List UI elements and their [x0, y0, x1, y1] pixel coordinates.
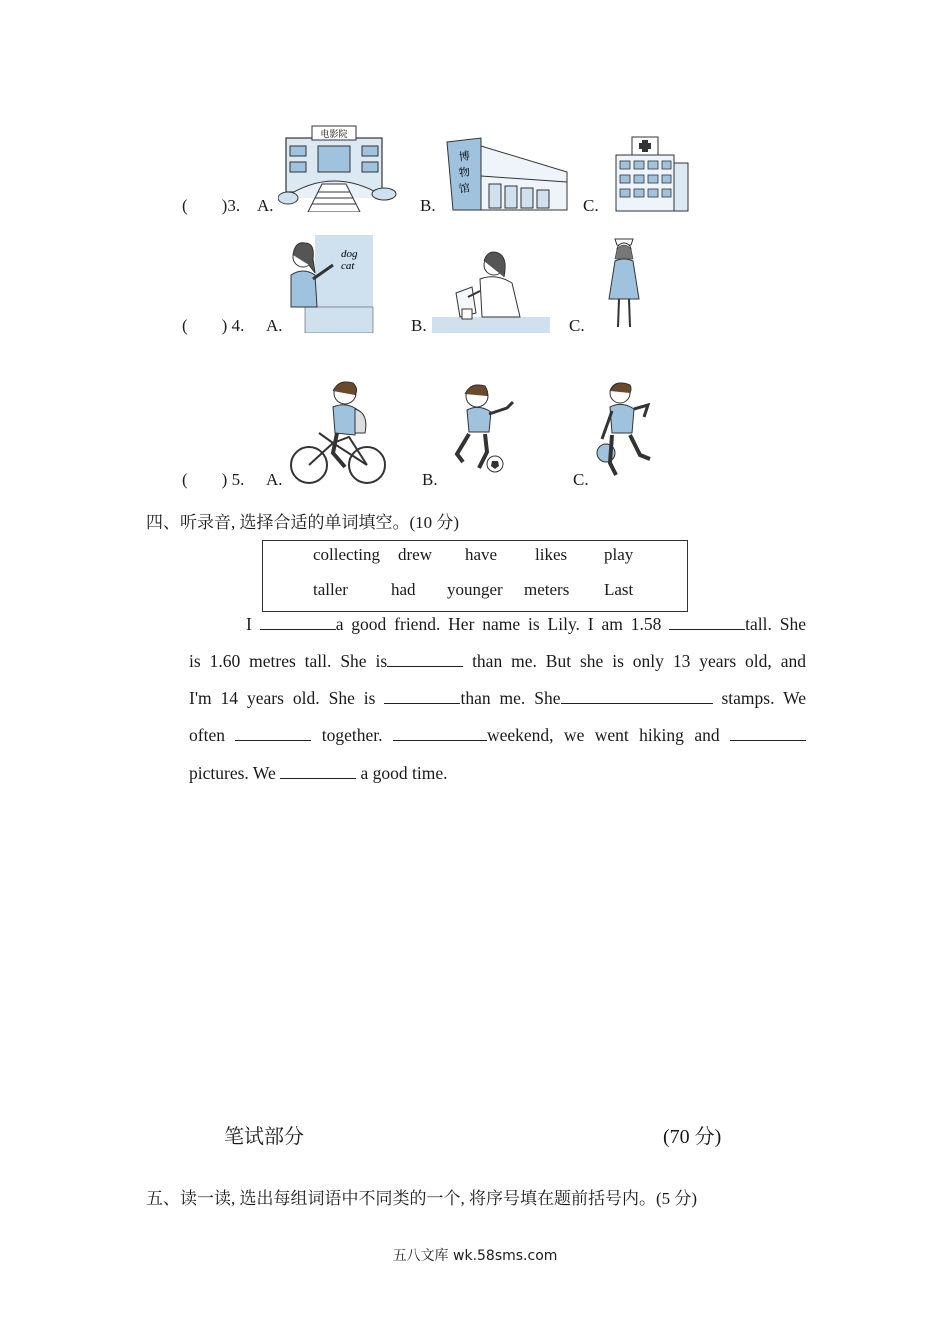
passage-text: weekend, we went hiking and — [486, 725, 730, 745]
q5-option-a-label: A. — [266, 470, 283, 489]
passage-text: I — [246, 614, 260, 634]
boy-bike-image — [289, 377, 389, 487]
answer-blank[interactable] — [260, 615, 336, 630]
passage-text: than me. She — [460, 688, 561, 708]
word-bank-item: play — [604, 545, 634, 564]
cinema-image — [278, 124, 398, 212]
hospital-image — [612, 133, 690, 213]
answer-blank[interactable] — [384, 689, 460, 704]
passage-text: together. — [311, 725, 393, 745]
word-bank-item: had — [391, 580, 416, 599]
q3-option-b-label: B. — [420, 196, 436, 215]
q5-option-c-label: C. — [573, 470, 589, 489]
word-bank-item: younger — [447, 580, 503, 599]
written-part-score: (70 分) — [663, 1126, 722, 1148]
passage-text: pictures. We — [189, 763, 281, 783]
passage-text: stamps. We — [712, 688, 806, 708]
q4-number: ( ) 4. — [182, 316, 245, 335]
board-word-cat: cat — [341, 260, 355, 272]
word-bank-item: taller — [313, 580, 348, 599]
word-bank-item: likes — [535, 545, 568, 564]
passage-line-2 — [189, 651, 806, 672]
answer-blank[interactable] — [280, 764, 356, 779]
passage-text: often — [189, 725, 236, 745]
written-part-title: 笔试部分 — [224, 1126, 304, 1148]
passage-line-5 — [189, 763, 806, 784]
q4-option-b-label: B. — [411, 316, 427, 335]
q5-option-b-label: B. — [422, 470, 438, 489]
section4-title: 四、听录音, 选择合适的单词填空。(10 分) — [146, 513, 460, 532]
q3-option-a-label: A. — [257, 196, 274, 215]
answer-blank[interactable] — [730, 726, 806, 741]
word-bank-item: have — [465, 545, 498, 564]
boy-football-image — [449, 378, 545, 476]
scientist-image — [432, 247, 552, 333]
teacher-image — [287, 235, 375, 333]
q4-option-c-label: C. — [569, 316, 585, 335]
passage-text: a good time. — [356, 763, 448, 783]
museum-image — [443, 136, 569, 212]
answer-blank[interactable] — [393, 726, 487, 741]
passage-text: a good friend. Her name is Lily. I am 1.58 — [335, 614, 670, 634]
word-bank-item: meters — [524, 580, 570, 599]
q5-number: ( ) 5. — [182, 470, 245, 489]
passage-text: than me. But she is only 13 years old, and — [463, 651, 806, 671]
word-bank-item: drew — [398, 545, 432, 564]
museum-sign-3: 馆 — [458, 181, 471, 196]
passage-line-4 — [189, 725, 806, 746]
section5-title: 五、读一读, 选出每组词语中不同类的一个, 将序号填在题前括号内。(5 分) — [146, 1189, 698, 1208]
q3-option-c-label: C. — [583, 196, 599, 215]
passage-line-3 — [189, 688, 806, 709]
passage-text: tall. She — [745, 614, 807, 634]
nurse-image — [605, 233, 643, 333]
q3-number: ( )3. — [182, 196, 241, 215]
boy-basketball-image — [592, 377, 662, 487]
word-bank — [262, 540, 688, 612]
museum-sign-1: 博 — [458, 149, 471, 164]
answer-blank[interactable] — [235, 726, 311, 741]
museum-sign-2: 物 — [458, 165, 471, 180]
answer-blank[interactable] — [387, 652, 463, 667]
board-word-dog: dog — [341, 248, 358, 260]
q4-option-a-label: A. — [266, 316, 283, 335]
passage-text: I'm 14 years old. She is — [189, 688, 385, 708]
answer-blank[interactable] — [669, 615, 745, 630]
passage-text: is 1.60 metres tall. She is — [189, 651, 388, 671]
word-bank-item: collecting — [313, 545, 381, 564]
page-footer: 五八文库 wk.58sms.com — [392, 1248, 558, 1264]
cinema-sign-text: 电影院 — [320, 130, 348, 140]
word-bank-item: Last — [604, 580, 634, 599]
passage-line-1 — [246, 614, 806, 635]
answer-blank[interactable] — [561, 689, 713, 704]
